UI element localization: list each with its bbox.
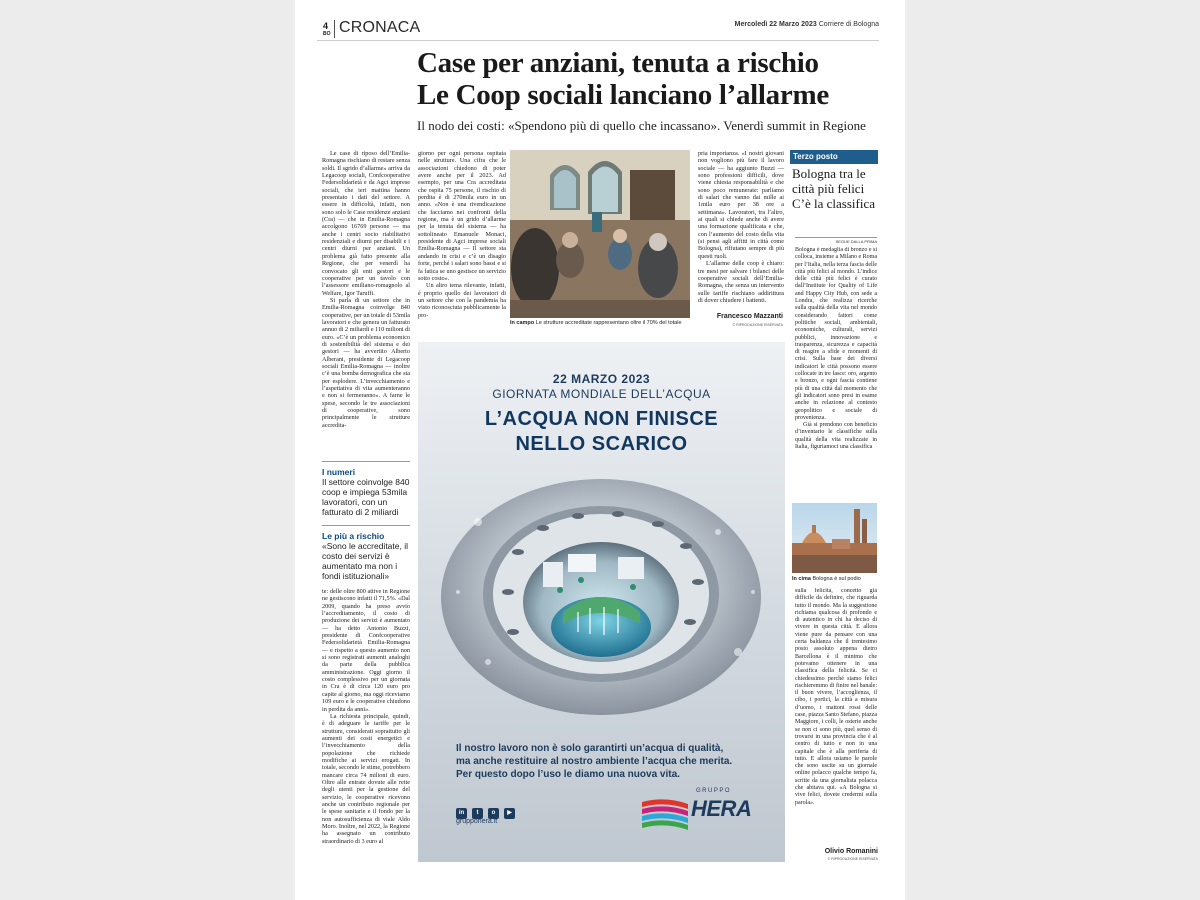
- sidebar-author: Olivio Romanini: [824, 848, 878, 855]
- linkedin-icon[interactable]: in: [456, 808, 467, 819]
- subheadline: Il nodo dei costi: «Spendono più di quello che incassano». Venerdì summit in Regione: [417, 118, 866, 133]
- ad-event: GIORNATA MONDIALE DELL’ACQUA: [492, 387, 711, 401]
- ad-body-line: ma anche restituire al nostro ambiente l’acqua che merita.: [456, 756, 733, 767]
- brand-group-label: GRUPPO: [696, 788, 732, 794]
- page-number-value: 4: [323, 21, 329, 31]
- ad-title-line-2: NELLO SCARICO: [515, 433, 688, 455]
- paragraph: La richiesta principale, quindi, è di adeguare le tariffe per le strutture, considerati soprattutto gli aumenti dei costi energetici e l’invecchiamento della popolazione che richiede modifiche ai servizi erogati. In totale, secondo le stime, potrebbero mancare circa 74 milioni di euro. Oltre alle entrate dovute alle rette degli utenti per la gestione del servizio, le cooperative ricevono anche un contributo regionale per le spese sanitarie e il fondo per la non autosufficienza di viale Aldo Moro. Inoltre, nel 2022, la Regione ha assegnato un contributo straordinario di 3 euro al: [322, 712, 410, 845]
- ad-title-line-1: L’ACQUA NON FINISCE: [484, 408, 719, 430]
- paragraph: pria importanza. «I nostri giovani non vogliono più fare il lavoro sociale — ha aggiunto Buzzi — sono professioni difficili, dove viene chiesta responsabilità e che sono poco remunerate: parliamo di salari che vanno dai mille ai 1mila euro per 38 ore a settimana». Lavoratori, tra l’altro, ai quali si chiede anche di avere una formazione qualificata e che, con l’aumento del costo della vita (si pensi agli affitti in città come Bologna), rifiutano sempre di più questi ruoli.: [698, 150, 784, 260]
- header-divider: [334, 20, 335, 38]
- copyright-note: © RIPRODUZIONE RISERVATA: [732, 323, 783, 327]
- page-number-sub: BO: [323, 31, 331, 37]
- issue-date: Mercoledì 22 Marzo 2023: [734, 21, 817, 28]
- info-box-text: «Sono le accreditate, il costo dei servizi è aumentato ma non i fondi istituzionali»: [322, 541, 408, 581]
- sidebar-column: [795, 247, 877, 497]
- ad-body-line: Il nostro lavoro non è solo garantirti un’acqua di qualità,: [456, 743, 724, 754]
- sidebar-photo-caption: [792, 576, 882, 582]
- divider: [322, 461, 410, 462]
- page-header: [317, 18, 879, 41]
- paragraph: sulla felicità, concetto già difficile da definire, che riguarda tutto il mondo. Ma la suggestione richiama qualcosa di profondo e di autentico in chi ha deciso di vivere in questa città. E allora viene pure da pensare con una certa baldanza che il trentesimo posto assoluto appena dietro Barcellona è il minimo che potevamo ottenere in una classifica della felicità. Se ci chiedessimo perché siamo felici rischieremmo di finire nel banale: il buon vivere, l’accoglienza, il cibo, i portici, la città a misura d’uomo, i mattoni rossi delle case, piazza Santo Stefano, piazza Maggiore, i colli, le osterie anche se non ci sono più, quel senso di trovarsi in una provincia che è al centro di tutto e non in una capitale che è alla periferia di tutto. E allora usiamo le parole che sono uscite su un giornale online polacco qualche tempo fa, scritte da una giornalista polacca che abitava qui. «A Bologna si vive felici, dovete credermi sulla parola».: [795, 588, 877, 806]
- right-background: [905, 0, 1200, 900]
- photo-caption: [510, 320, 695, 326]
- left-background: [0, 0, 295, 900]
- bologna-photo: [792, 503, 877, 573]
- article-column-3: [698, 150, 784, 307]
- article-column-2: [418, 150, 506, 332]
- paragraph: Bologna è medaglia di bronzo e si colloca, insieme a Milano e Roma per l’Italia, nella terza fascia delle città più felici al mondo. L’indice delle città più felici è curato dall’Institute for Quality of Life and Happy City Hub, con sede a Londra, che realizza ricerche sulla qualità della vita nel mondo considerando fattori come politiche sociali, ambientali, economiche, culturali, servizi pubblici, innovazione e trasparenza, sicurezza e capacità di reagire a sfide e momenti di crisi. Sulla base dei diversi indicatori le città possono essere collocate in tre fasce: oro, argento e bronzo, e ogni fascia contiene più di una città dal momento che gli indicatori sono presi in esame anche in relazione al contesto geopolitico e sociale di provenienza.: [795, 247, 877, 421]
- info-box-risk: [322, 531, 410, 581]
- hera-logo-icon: [640, 794, 690, 832]
- headline: [417, 47, 887, 111]
- caption-text: Bologna è sul podio: [812, 576, 861, 582]
- newspaper-page: [295, 0, 905, 900]
- ad-date: 22 MARZO 2023: [552, 372, 651, 386]
- paragraph: giorno per ogni persona ospitata nelle strutture. Una cifra che le associazioni chiedono di poter avere anche per il 2023. Ad esempio, per una Cra accreditata che ospita 75 persone, il rischio di perdita è di 270mila euro in un anno. «Non è una rivendicazione che facciamo nei confronti della regione, ma è un grido d’allarme per la tenuta del sistema — ha sottolineato Emanuele Monaci, presidente di Agci imprese sociali Emilia-Romagna — Il settore sta andando in crisi e c’è un disagio forte, perché i salari sono bassi e si fa fatica se uno gestisce un servizio sotto costo».: [418, 150, 506, 282]
- paragraph: Le case di riposo dell’Emilia-Romagna rischiano di restare senza soldi. Il sgrido d’allarme» arriva da Legacoop sociali, Confcooperative Federsolidarietà e da Agci imprese sociali, che ieri mattina hanno presentato i dati del settore. A essere in difficoltà, infatti, non sono solo le Case residenze anziani (Cra) — che in Emilia-Romagna accolgono 16769 persone — ma anche i centri socio riabilitativi residenziali e diurni per disabili e i centri diurni per anziani. Un problema già fatto presente alla Regione, che per venerdì ha convocato gli enti gestori e le cooperative per un tavolo con l’assessore emiliano-romagnolo al Welfare, Igor Taruffi.: [322, 150, 410, 297]
- youtube-icon[interactable]: ▶: [504, 808, 515, 819]
- sidebar-copyright: © RIPRODUZIONE RISERVATA: [827, 857, 878, 861]
- social-icons: [456, 801, 520, 819]
- bologna-skyline: [792, 503, 877, 573]
- sidebar-title: Bologna tra le città più felici C’è la classifica: [792, 166, 876, 211]
- info-box-text: Il settore coinvolge 840 coop e impiega 53mila lavoratori, con un fatturato di 2 miliardi: [322, 477, 410, 517]
- dateline: [735, 21, 879, 28]
- paragraph: Si parla di un settore che in Emilia-Romagna coinvolge 840 cooperative, per un totale di 53mila lavoratori e che genera un fatturato annuo di 2 miliardi e 110 milioni di euro. «C’è un problema economico di sostenibilità del sistema e dei gestori — ha avvertito Alberto Alberani, presidente di Legacoop sociali Emilia-Romagna — inoltre c’è una bomba demografica che sta per esplodere. L’invecchiamento e l’aspettativa di vita aumenteranno e non si fermeranno». A farne le spese, secondo le tre associazioni di cooperative, sono principalmente le strutture accredita-: [322, 296, 410, 429]
- paragraph: L’allarme delle coop è chiaro: tre mesi per salvare i bilanci delle cooperative sociali dell’Emilia-Romagna, che senza un intervento sulle tariffe rischiano addirittura di dover chiudere i battenti.: [698, 260, 784, 304]
- ad-body-line: Per questo dopo l’uso le diamo una nuova vita.: [456, 769, 680, 780]
- headline-line-2: Le Coop sociali lanciano l’allarme: [417, 79, 829, 111]
- page-number: [323, 22, 331, 38]
- paragraph: te: delle oltre 800 attive in Regione ne gestiscono infatti il 71,5%. «Dal 2009, quando ha preso avvio l’accreditamento, il costo di produzione dei servizi è aumentato — ha detto Antonio Buzzi, presidente di Confcooperative Federsolidarietà Emilia-Romagna — e rispetto a questo aumento non si sono registrati aumenti analoghi da parte della pubblica amministrazione. Oggi giorno il costo complessivo per un giornata in Cra è di circa 120 euro pro capite al giorno, ma oggi riceviamo 109 euro e le cooperative chiudono in perdita da anni».: [322, 588, 410, 713]
- caption-text: Le strutture accreditate rappresentano oltre il 70% del totale: [535, 320, 682, 326]
- sidebar-column-continued: [795, 588, 877, 846]
- info-box-title: Le più a rischio: [322, 531, 385, 541]
- info-box-numbers: [322, 467, 410, 517]
- article-column-1-continued: [322, 588, 410, 880]
- ad-website[interactable]: gruppohera.it: [456, 818, 498, 825]
- twitter-icon[interactable]: t: [472, 808, 483, 819]
- instagram-icon[interactable]: o: [488, 808, 499, 819]
- headline-line-1: Case per anziani, tenuta a rischio: [417, 47, 819, 79]
- paragraph: Già si prendono con beneficio d’inventario le classifiche sulla qualità della vita realizzate in Italia, figuriamoci una classifica: [795, 422, 877, 451]
- care-home-photo: [510, 150, 690, 318]
- newspaper-name: Corriere di Bologna: [818, 21, 879, 28]
- article-photo: [510, 150, 690, 318]
- hera-advertisement: [418, 342, 785, 862]
- caption-label: In campo: [510, 320, 535, 326]
- segue-label: SEGUE DALLA PRIMA: [795, 237, 877, 244]
- brand-name: HERA: [691, 796, 752, 821]
- paragraph: Un altro tema rilevante, infatti, è proprio quello dei lavoratori di un settore che con la pandemia ha visto riconosciuta pubblicamente la pro-: [418, 282, 506, 319]
- sidebar-kicker: Terzo posto: [790, 150, 878, 164]
- article-author: Francesco Mazzanti: [716, 313, 783, 320]
- info-box-title: I numeri: [322, 467, 356, 477]
- article-column-1: [322, 150, 410, 454]
- ad-body-text: [456, 742, 776, 781]
- divider: [322, 525, 410, 526]
- drain-illustration: [418, 462, 785, 732]
- caption-label: In cima: [792, 576, 811, 582]
- section-title: CRONACA: [339, 19, 421, 36]
